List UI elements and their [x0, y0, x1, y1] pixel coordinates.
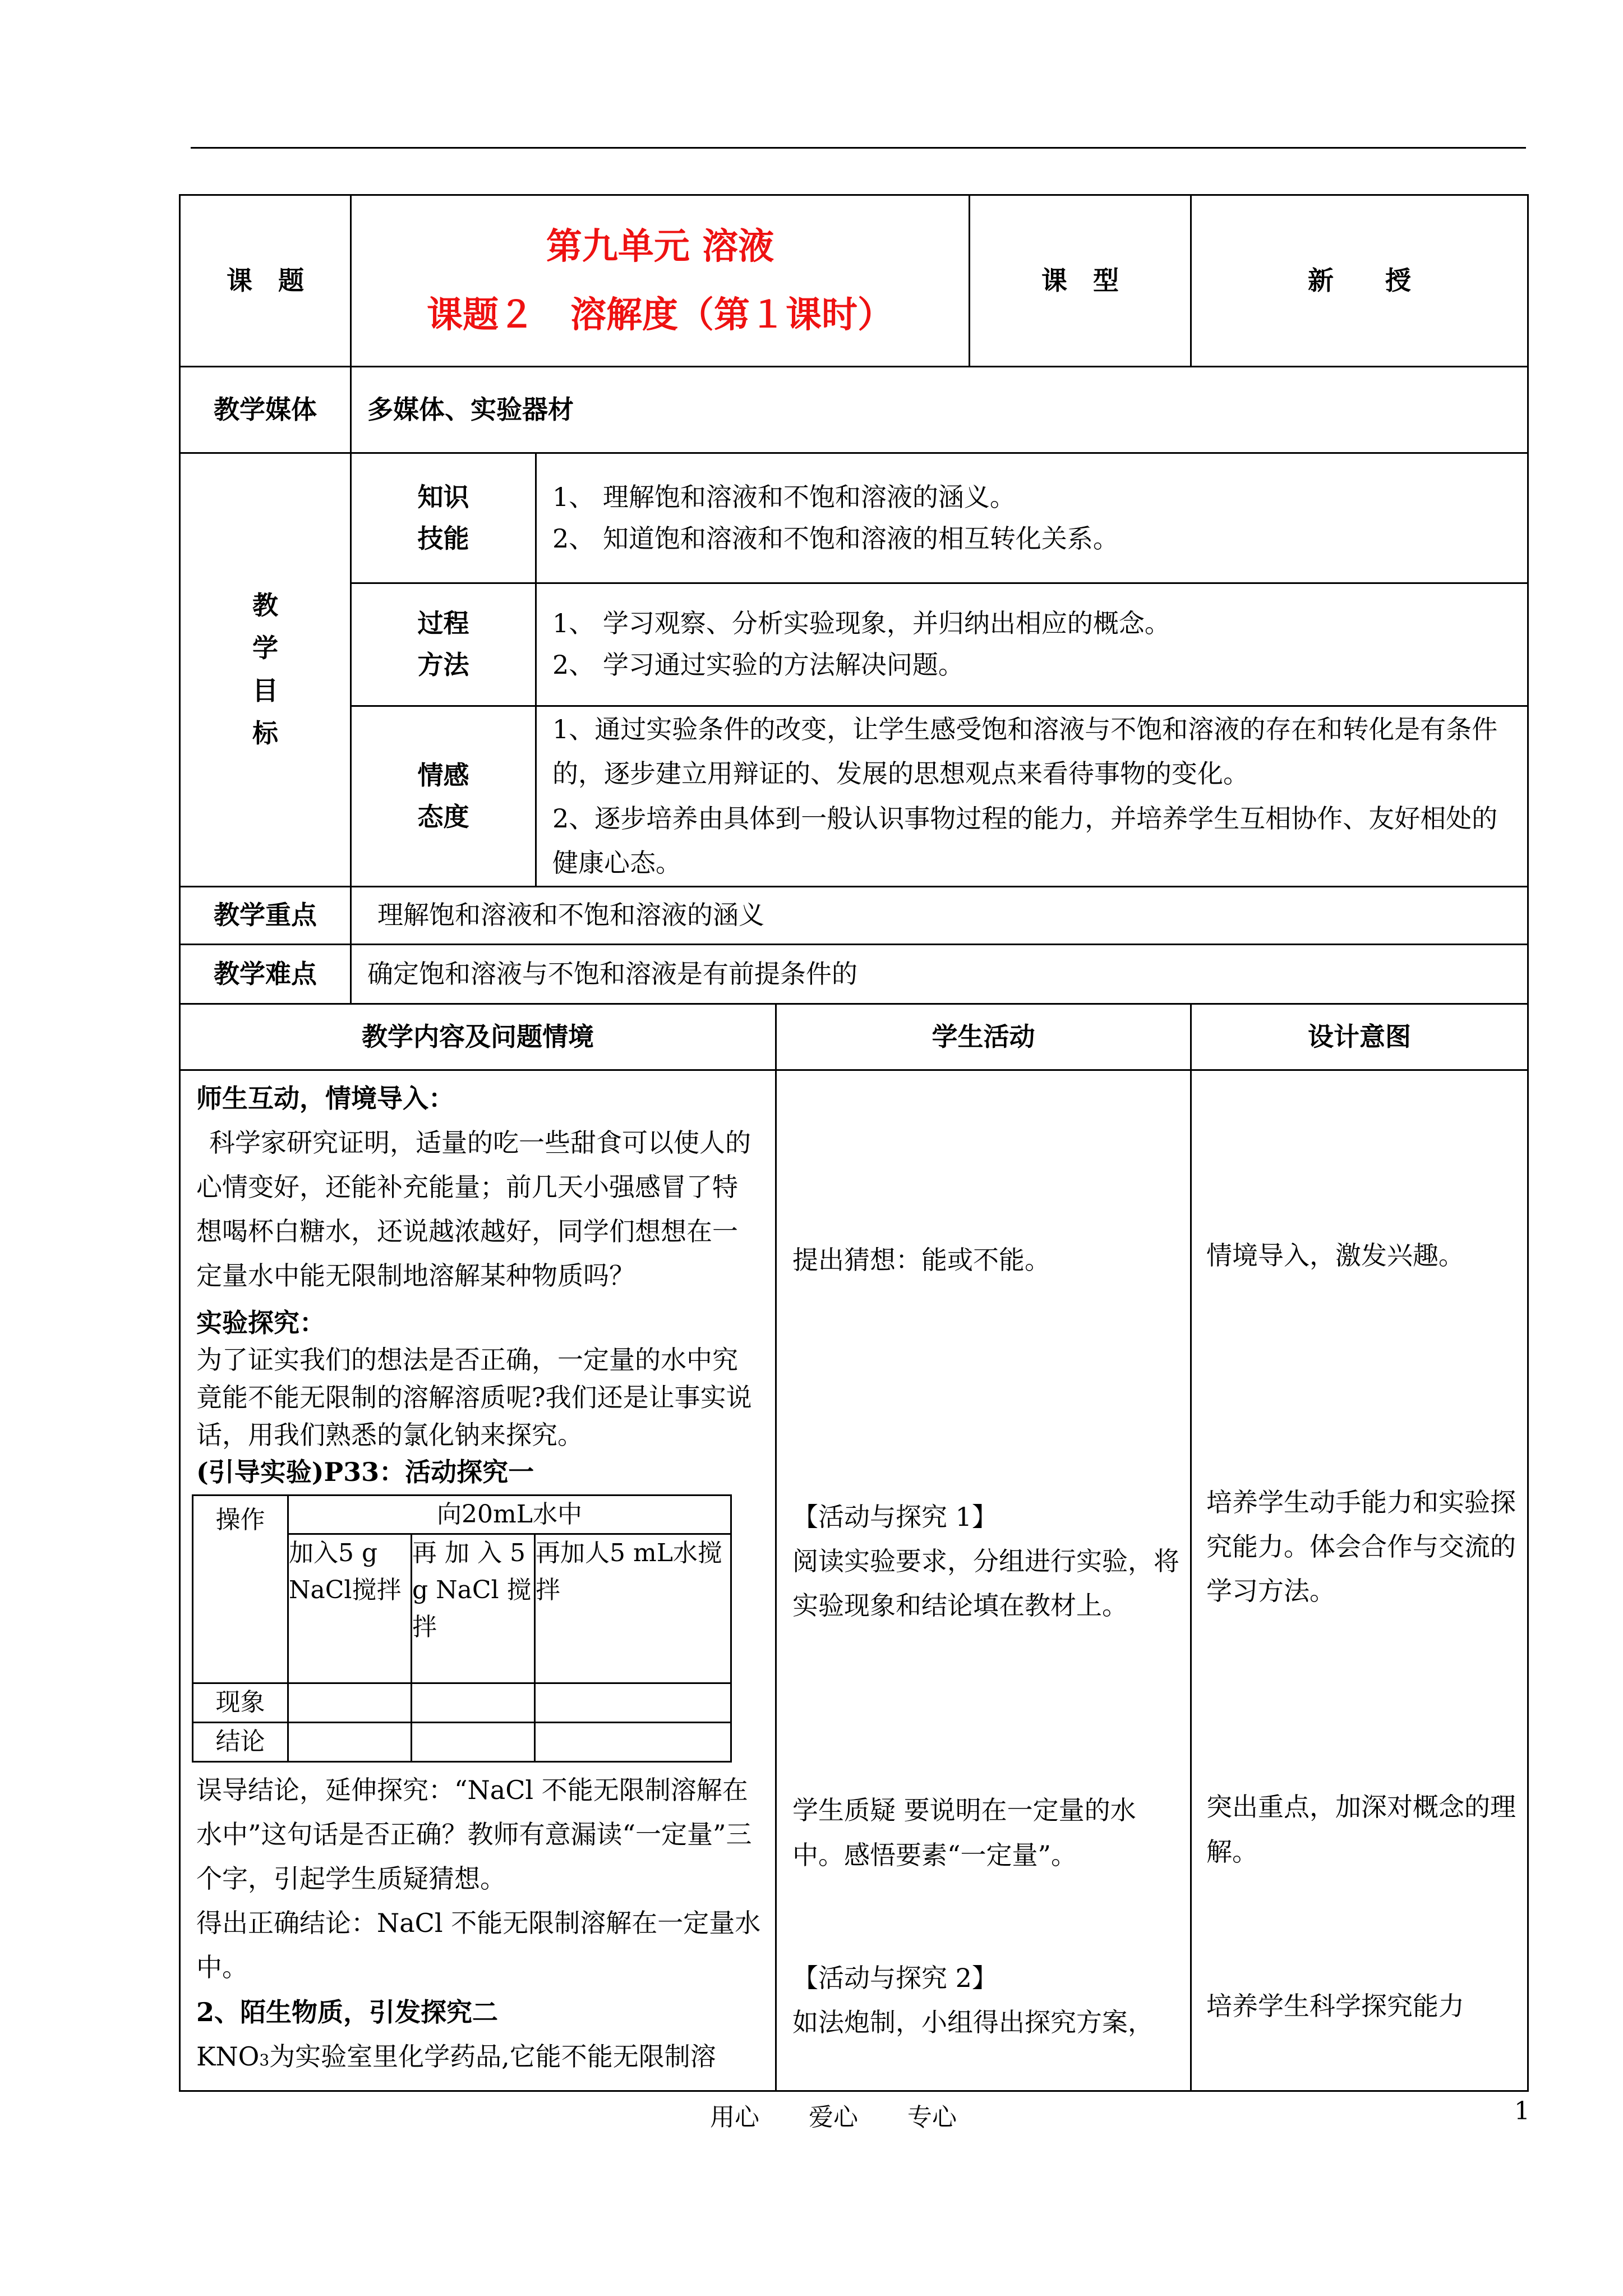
op-col-1: 加入5 g NaCl搅拌 — [288, 1534, 412, 1683]
activity-question: 学生质疑 要说明在一定量的水中。感悟要素“一定量”。 — [792, 1795, 1136, 1870]
activity-guess: 提出猜想：能或不能。 — [792, 1245, 1050, 1275]
activity-2-text: 如法炮制，小组得出探究方案， — [792, 2007, 1154, 2037]
empty-cell — [288, 1683, 412, 1722]
knowledge-item: 2、 知道饱和溶液和不饱和溶液的相互转化关系。 — [552, 523, 1119, 554]
objectives-label-char: 教 — [252, 590, 278, 621]
page-number: 1 — [1514, 2097, 1530, 2125]
difficulty-value: 确定饱和溶液与不饱和溶液是有前提条件的 — [351, 945, 1528, 1004]
col-header-content: 教学内容及问题情境 — [180, 1004, 776, 1070]
intent-2: 培养学生动手能力和实验探究能力。体会合作与交流的学习方法。 — [1206, 1487, 1516, 1607]
empty-cell — [412, 1683, 535, 1722]
difficulty-label: 教学难点 — [180, 945, 351, 1004]
content-cell — [180, 1070, 776, 2091]
row-conclusion: 结论 — [193, 1722, 288, 1761]
experiment-heading: 实验探究： — [196, 1307, 325, 1338]
kno3-text: KNO3为实验室里化学药品,它能不能无限制溶 — [196, 2041, 716, 2072]
keypoint-label: 教学重点 — [180, 887, 351, 945]
activity-2-title: 【活动与探究 2】 — [792, 1962, 998, 1993]
intent-cell — [1191, 1070, 1528, 2091]
mislead-text: 误导结论，延伸探究：“NaCl 不能无限制溶解在水中”这句话是否正确？教师有意漏读“一定量”三个字，引起学生质疑猜想。 — [196, 1774, 752, 1894]
guide-experiment: (引导实验)P33：活动探究一 — [196, 1457, 534, 1488]
op-col-2: 再 加 入 5 g NaCl 搅拌 — [412, 1534, 535, 1683]
section2-heading: 2、陌生物质，引发探究二 — [196, 1996, 499, 2027]
media-label: 教学媒体 — [180, 367, 351, 453]
table-span-header: 向20mL水中 — [288, 1495, 731, 1534]
knowledge-label: 知识 技能 — [351, 453, 536, 583]
knowledge-item: 1、 理解饱和溶液和不饱和溶液的涵义。 — [552, 481, 1016, 512]
process-items — [536, 583, 1528, 706]
unit-title: 第九单元 溶液 — [546, 225, 774, 268]
objectives-label — [180, 453, 351, 887]
intent-4: 培养学生科学探究能力 — [1206, 1990, 1465, 2021]
empty-cell — [412, 1722, 535, 1761]
intent-3: 突出重点，加深对概念的理解。 — [1206, 1792, 1516, 1867]
header-rule — [191, 147, 1526, 149]
empty-cell — [535, 1722, 731, 1761]
process-item: 2、 学习通过实验的方法解决问题。 — [552, 650, 964, 680]
activity-1-text: 阅读实验要求，分组进行实验，将实验现象和结论填在教材上。 — [792, 1546, 1179, 1621]
lesson-plan-table — [179, 194, 1529, 2092]
row-phenomenon: 现象 — [193, 1683, 288, 1722]
process-item: 1、 学习观察、分析实验现象，并归纳出相应的概念。 — [552, 608, 1170, 639]
objectives-label-char: 标 — [252, 717, 278, 748]
lesson-title-cell — [351, 195, 970, 367]
activity-cell — [776, 1070, 1191, 2091]
col-header-intent: 设计意图 — [1191, 1004, 1528, 1070]
experiment-table — [192, 1494, 732, 1763]
empty-cell — [288, 1722, 412, 1761]
activity-1-title: 【活动与探究 1】 — [792, 1502, 998, 1533]
intro-text: 科学家研究证明，适量的吃一些甜食可以使人的心情变好，还能补充能量；前几天小强感冒了特想喝杯白糖水，还说越浓越好，同学们想想在一定量水中能无限制地溶解某种物质吗？ — [196, 1128, 751, 1291]
emotion-item: 2、逐步培养由具体到一般认识事物过程的能力，并培养学生互相协作、友好相处的健康心态。 — [552, 803, 1498, 878]
footer-motto: 用心 爱心 专心 — [710, 2103, 957, 2132]
objectives-label-char: 学 — [252, 633, 278, 664]
experiment-text: 为了证实我们的想法是否正确，一定量的水中究竟能不能无限制的溶解溶质呢?我们还是让事实说话，用我们熟悉的氯化钠来探究。 — [196, 1345, 752, 1450]
op-col-3: 再加人5 mL水搅拌 — [535, 1534, 731, 1683]
emotion-items — [536, 706, 1528, 887]
knowledge-items — [536, 453, 1528, 583]
intent-1: 情境导入，激发兴趣。 — [1206, 1240, 1465, 1271]
keypoint-value: 理解饱和溶液和不饱和溶液的涵义 — [351, 887, 1528, 945]
type-label: 课 型 — [970, 195, 1191, 367]
objectives-label-char: 目 — [252, 675, 278, 706]
type-value: 新 授 — [1191, 195, 1528, 367]
emotion-label: 情感 态度 — [351, 706, 536, 887]
media-value: 多媒体、实验器材 — [351, 367, 1528, 453]
process-label: 过程 方法 — [351, 583, 536, 706]
course-label: 课 题 — [180, 195, 351, 367]
col-header-activity: 学生活动 — [776, 1004, 1191, 1070]
correct-conclusion: 得出正确结论：NaCl 不能无限制溶解在一定量水中。 — [196, 1908, 761, 1983]
op-label: 操作 — [193, 1495, 288, 1683]
empty-cell — [535, 1683, 731, 1722]
emotion-item: 1、通过实验条件的改变，让学生感受饱和溶液与不饱和溶液的存在和转化是有条件的，逐步建立用辩证的、发展的思想观点来看待事物的变化。 — [552, 714, 1498, 789]
intro-heading: 师生互动，情境导入： — [196, 1083, 454, 1114]
lesson-title: 课题２ 溶解度（第１课时） — [427, 293, 893, 336]
